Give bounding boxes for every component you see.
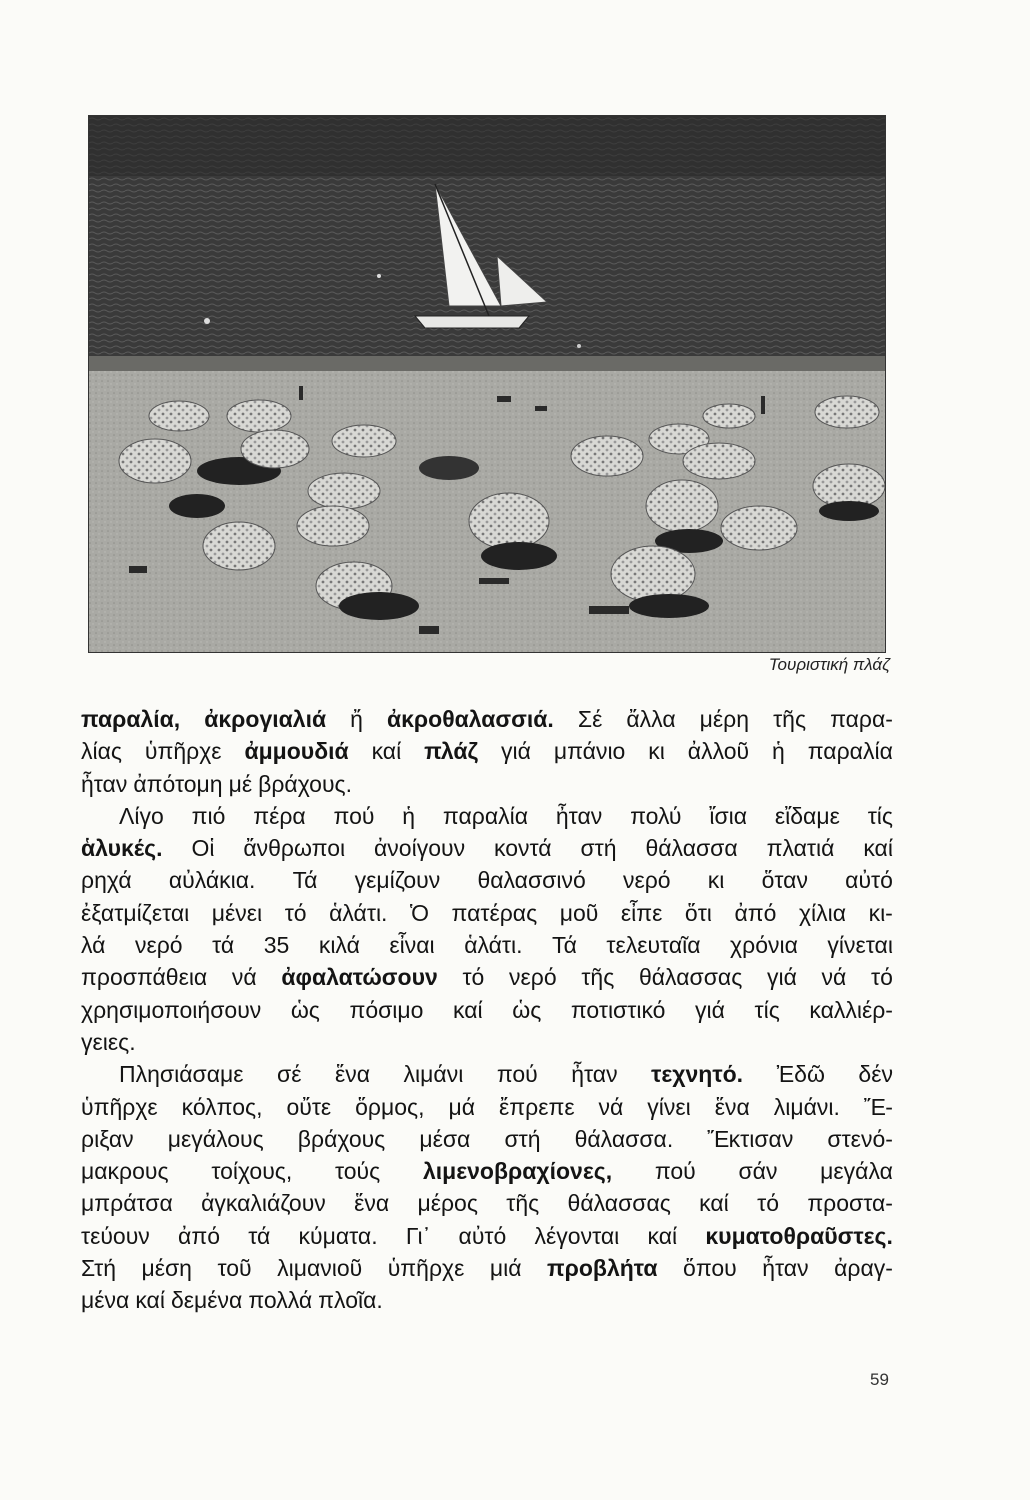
word: ὅταν: [761, 867, 808, 894]
word: εἶναι: [389, 932, 435, 959]
word: καί: [699, 1190, 729, 1217]
bold-term: πλάζ: [424, 738, 479, 765]
word: μέση: [141, 1255, 192, 1282]
word: νερό: [134, 932, 183, 959]
text-line: [81, 897, 893, 929]
word: ἦταν: [81, 770, 128, 797]
word: Σέ: [577, 706, 603, 732]
word: λιμάνι.: [773, 1093, 840, 1120]
word: ἀπό: [734, 899, 777, 926]
word: βράχους.: [258, 770, 353, 797]
word: καί: [863, 835, 893, 862]
beach-photo-illustration: [89, 116, 885, 652]
word: αὐλάκια.: [168, 867, 256, 894]
word: τῆς: [581, 964, 615, 991]
word: τοῦ: [217, 1255, 252, 1282]
word: Οἱ: [191, 835, 215, 862]
text-line: [81, 735, 893, 767]
text-line: [81, 1091, 893, 1123]
word: μιά: [489, 1255, 522, 1282]
text-line: [81, 1187, 893, 1219]
word: θάλασσας: [638, 964, 743, 991]
word: τό: [757, 1190, 779, 1217]
word: λά: [81, 932, 106, 959]
word: μένει: [211, 899, 263, 926]
word: μέρη: [699, 706, 750, 732]
word: ὅτι: [684, 899, 712, 926]
word: στή: [504, 1125, 541, 1152]
word: τεύουν: [81, 1222, 150, 1249]
text-line: [81, 1220, 893, 1252]
word: ὑπῆρχε: [387, 1255, 465, 1282]
word: Πλησιάσαμε: [119, 1061, 244, 1088]
word: ἄλλα: [626, 706, 676, 732]
word: ἕνα: [714, 1093, 750, 1120]
word: κι-: [868, 899, 893, 926]
word: ρηχά: [81, 867, 132, 894]
word: Στή: [81, 1255, 116, 1282]
word: ὡς: [512, 996, 542, 1023]
bold-term: ἀφαλατώσουν: [281, 964, 438, 991]
word: κι: [707, 867, 725, 894]
word: σάν: [738, 1158, 778, 1185]
bold-term: ἀκροθαλασσιά.: [386, 706, 554, 732]
word: τοίχους,: [211, 1158, 293, 1185]
word: Τά: [552, 932, 577, 959]
word: πού: [496, 1061, 538, 1088]
word: κύματα.: [298, 1222, 378, 1249]
word: ἕνα: [354, 1190, 390, 1217]
word: κοντά: [493, 835, 552, 862]
word: τό: [284, 899, 307, 926]
word: ὅρμος,: [355, 1093, 425, 1120]
text-line: [81, 929, 893, 961]
word: πόσιμο: [349, 996, 424, 1023]
word: ἕνα: [334, 1061, 371, 1088]
text-line: [81, 1058, 893, 1090]
word: τῆς: [773, 706, 807, 732]
word: ἦταν: [571, 1061, 618, 1088]
word: θάλασσας: [567, 1190, 671, 1217]
word: τίς: [867, 802, 893, 829]
bold-term: ἀκρογιαλιά: [204, 706, 327, 732]
word: νερό: [509, 964, 557, 991]
word: θάλασσα: [645, 835, 738, 862]
text-line: [81, 1284, 893, 1316]
word: κόλπος,: [181, 1093, 263, 1120]
photo-caption: Τουριστική πλάζ: [768, 655, 890, 674]
word: καί: [453, 996, 483, 1023]
text-line: [81, 1252, 893, 1284]
text-line: [81, 703, 893, 735]
word: καί: [135, 1287, 165, 1314]
word: ὅπου: [683, 1255, 737, 1282]
word: στή: [580, 835, 617, 862]
word: μεγάλους: [167, 1125, 264, 1152]
word: 35: [263, 932, 290, 959]
word: μά: [448, 1093, 476, 1120]
text-line: [81, 800, 893, 832]
word: ἀλλοῦ: [687, 738, 750, 765]
word: χρησιμοποιήσουν: [81, 996, 262, 1023]
word: αὐτό: [845, 867, 893, 894]
word: ἀνοίγουν: [374, 835, 466, 862]
word: λιμανιοῦ: [277, 1255, 363, 1282]
word: πολύ: [630, 802, 682, 829]
word: τό: [871, 964, 893, 991]
word: νά: [821, 964, 847, 991]
word: λιμάνι: [403, 1061, 464, 1088]
word: δέν: [858, 1061, 893, 1088]
word: τό: [462, 964, 485, 991]
word: ἀραγ-: [834, 1255, 893, 1282]
word: Ὁ: [409, 899, 429, 926]
bold-term: τεχνητό.: [651, 1061, 744, 1088]
word: χίλια: [798, 899, 847, 926]
text-line: [81, 1026, 893, 1058]
word: βράχους: [297, 1125, 386, 1152]
word: οὔτε: [286, 1093, 332, 1120]
word: καί: [371, 738, 402, 765]
word: πού: [654, 1158, 696, 1185]
word: μακρους: [81, 1158, 169, 1185]
word: Ἔκτισαν: [707, 1125, 794, 1152]
word: καλλιέρ-: [809, 996, 893, 1023]
word: ἴσια: [709, 802, 748, 829]
word: πατέρας: [451, 899, 538, 926]
word: πέρα: [253, 802, 306, 829]
word: Τά: [292, 867, 318, 894]
word: τῆς: [506, 1190, 540, 1217]
word: εἴδαμε: [774, 802, 840, 829]
word: τίς: [754, 996, 780, 1023]
word: Γι᾿: [405, 1222, 431, 1249]
word: γίνεται: [827, 932, 893, 959]
word: θάλασσα.: [574, 1125, 674, 1152]
word: πολλά: [248, 1287, 313, 1314]
body-text: [81, 703, 893, 1317]
page-number: 59: [870, 1370, 889, 1389]
word: κι: [648, 738, 665, 765]
word: ὑπῆρχε: [144, 738, 222, 765]
word: μπράτσα: [81, 1190, 173, 1217]
word: παρα-: [830, 706, 893, 732]
text-line: [81, 768, 893, 800]
word: πλατιά: [766, 835, 835, 862]
word: τά: [212, 932, 235, 959]
word: ἡ: [402, 802, 416, 829]
word: ἡ: [772, 738, 785, 765]
word: νά: [598, 1093, 624, 1120]
text-line: [81, 961, 893, 993]
bold-term: προβλήτα: [547, 1255, 658, 1282]
word: δεμένα: [170, 1287, 243, 1314]
word: παραλία: [807, 738, 893, 765]
word: πλοῖα.: [318, 1287, 383, 1314]
word: αὐτό: [458, 1222, 507, 1249]
word: μέ: [228, 770, 253, 797]
word: μπάνιο: [553, 738, 626, 765]
word: Ἐδῶ: [776, 1061, 825, 1088]
text-line: [81, 1123, 893, 1155]
word: νά: [231, 964, 257, 991]
word: μεγάλα: [820, 1158, 893, 1185]
word: Ἔ-: [863, 1093, 893, 1120]
word: σέ: [277, 1061, 302, 1088]
word: μέρος: [417, 1190, 478, 1217]
word: ἀπότομη: [133, 770, 223, 797]
word: θαλασσινό: [477, 867, 586, 894]
word: πιό: [191, 802, 226, 829]
word: ἀγκαλιάζουν: [201, 1190, 326, 1217]
word: στενό-: [827, 1125, 893, 1152]
text-line: [81, 1155, 893, 1187]
word: γιά: [695, 996, 725, 1023]
word: ἔπρεπε: [499, 1093, 575, 1120]
word: τελευταῖα: [606, 932, 701, 959]
word: ἁλάτι.: [329, 899, 388, 926]
bold-term: ἁλυκές.: [81, 835, 163, 862]
word: Λίγο: [119, 802, 164, 829]
word: γιά: [766, 964, 797, 991]
bold-term: παραλία,: [81, 706, 181, 732]
word: ἁλάτι.: [464, 932, 523, 959]
word: ριξαν: [81, 1125, 134, 1152]
word: γεμίζουν: [354, 867, 441, 894]
text-line: [81, 994, 893, 1026]
word: καί: [647, 1222, 678, 1249]
text-line: [81, 832, 893, 864]
word: λέγονται: [534, 1222, 620, 1249]
word: κιλά: [318, 932, 360, 959]
word: ἀπό: [178, 1222, 220, 1249]
word: ἄνθρωποι: [243, 835, 346, 862]
bold-term: κυματοθραῦστες.: [705, 1222, 893, 1249]
word: γιά: [501, 738, 531, 765]
word: πού: [333, 802, 375, 829]
figure-photo: [88, 115, 886, 653]
word: λίας: [81, 738, 122, 765]
word: γειες.: [81, 1028, 136, 1055]
word: ἤ: [350, 706, 363, 732]
word: προσπάθεια: [81, 964, 208, 991]
word: εἶπε: [620, 899, 663, 926]
word: ἦταν: [762, 1255, 809, 1282]
word: ἐξατμίζεται: [81, 899, 190, 926]
word: τά: [248, 1222, 271, 1249]
word: χρόνια: [730, 932, 798, 959]
word: μοῦ: [559, 899, 599, 926]
word: μένα: [81, 1287, 130, 1314]
word: τούς: [335, 1158, 381, 1185]
word: ὑπῆρχε: [81, 1093, 158, 1120]
word: γίνει: [647, 1093, 691, 1120]
word: ὡς: [290, 996, 320, 1023]
bold-term: ἀμμουδιά: [244, 738, 349, 765]
word: ποτιστικό: [570, 996, 666, 1023]
word: ἦταν: [555, 802, 603, 829]
text-line: [81, 864, 893, 896]
word: μέσα: [419, 1125, 471, 1152]
word: προστα-: [807, 1190, 893, 1217]
word: παραλία: [442, 802, 529, 829]
word: νερό: [622, 867, 671, 894]
bold-term: λιμενοβραχίονες,: [422, 1158, 613, 1185]
